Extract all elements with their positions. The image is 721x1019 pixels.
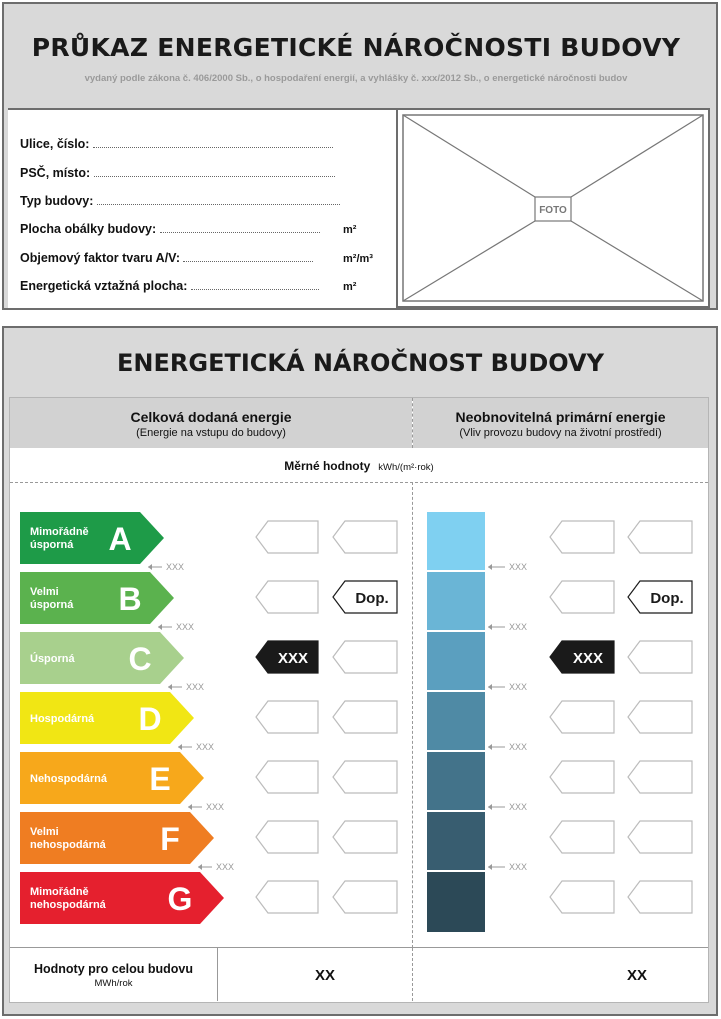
empty-tag: [628, 641, 692, 673]
col1-total-value: XX: [315, 967, 336, 984]
envelope-label: Plocha obálky budovy:: [20, 222, 157, 236]
boundary-arrowhead-icon: [158, 624, 162, 630]
empty-tag: [256, 821, 318, 853]
class-a-arrow: [20, 512, 164, 564]
boundary-arrowhead-icon: [488, 744, 492, 750]
specific-values-unit: kWh/(m²·rok): [378, 462, 434, 473]
current-rating-primary-label: XXX: [572, 650, 604, 667]
ref-area-unit: m²: [343, 281, 357, 293]
recommended-marker-primary-label: Dop.: [650, 590, 684, 607]
energy-performance-title: ENERGETICKÁ NÁROČNOST BUDOVY: [117, 349, 604, 377]
scale-block-f: [427, 812, 485, 872]
empty-tag: [550, 881, 614, 913]
class-b-label-2: úsporná: [30, 599, 74, 611]
empty-tag: [550, 581, 614, 613]
class-f-label: Velmi: [30, 826, 59, 838]
empty-tag: [256, 581, 318, 613]
col2-total-value: XX: [627, 967, 648, 984]
empty-tag: [628, 761, 692, 793]
class-a-label: Mimořádně: [30, 526, 89, 538]
boundary-label-e: XXX: [206, 802, 225, 812]
boundary-label-primary-a: XXX: [509, 562, 528, 572]
class-g-arrow: [20, 872, 224, 924]
col2-title: Neobnovitelná primární energie: [455, 409, 666, 425]
class-g-letter: G: [167, 881, 193, 917]
boundary-label-b: XXX: [176, 622, 195, 632]
class-f-arrow: [20, 812, 214, 864]
boundary-label-a: XXX: [166, 562, 185, 572]
boundary-arrowhead-icon: [488, 804, 492, 810]
boundary-arrowhead-icon: [488, 624, 492, 630]
scale-block-b: [427, 572, 485, 632]
boundary-label-primary-d: XXX: [509, 742, 528, 752]
empty-tag: [550, 701, 614, 733]
boundary-arrowhead-icon: [488, 564, 492, 570]
scale-block-d: [427, 692, 485, 752]
boundary-arrowhead-icon: [488, 684, 492, 690]
class-f-letter: F: [160, 821, 180, 857]
scale-block-c: [427, 632, 485, 692]
boundary-arrowhead-icon: [178, 744, 182, 750]
shape-unit: m²/m³: [343, 253, 373, 265]
scale-block-a: [427, 512, 485, 572]
boundary-label-primary-f: XXX: [509, 862, 528, 872]
class-a-letter: A: [108, 521, 132, 557]
boundary-arrowhead-icon: [168, 684, 172, 690]
empty-tag: [333, 521, 397, 553]
empty-tag: [333, 821, 397, 853]
empty-tag: [333, 701, 397, 733]
document-subtitle: vydaný podle zákona č. 406/2000 Sb., o hospodaření energií, a vyhlášky č. xxx/2012 Sb., o energetické náročnosti budov: [84, 73, 628, 84]
scale-block-e: [427, 752, 485, 812]
col2-subtitle: (Vliv provozu budovy na životní prostředí): [459, 427, 662, 439]
shape-label: Objemový faktor tvaru A/V:: [20, 251, 180, 265]
boundary-label-d: XXX: [196, 742, 215, 752]
col1-subtitle: (Energie na vstupu do budovy): [136, 427, 286, 439]
empty-tag: [550, 521, 614, 553]
class-g-label: Mimořádně: [30, 886, 89, 898]
class-g-label-2: nehospodárná: [30, 899, 106, 911]
empty-tag: [628, 521, 692, 553]
empty-tag: [333, 641, 397, 673]
class-b-label: Velmi: [30, 586, 59, 598]
class-b-letter: B: [118, 581, 142, 617]
scale-block-g: [427, 872, 485, 932]
empty-tag: [628, 881, 692, 913]
empty-tag: [550, 821, 614, 853]
envelope-unit: m²: [343, 224, 357, 236]
empty-tag: [628, 821, 692, 853]
boundary-arrowhead-icon: [148, 564, 152, 570]
empty-tag: [550, 761, 614, 793]
boundary-label-primary-b: XXX: [509, 622, 528, 632]
current-rating-label: XXX: [277, 650, 309, 667]
class-c-label: Úsporná: [30, 653, 75, 665]
class-e-letter: E: [149, 761, 171, 797]
recommended-marker-label: Dop.: [355, 590, 389, 607]
type-label: Typ budovy:: [20, 194, 94, 208]
document-title: PRŮKAZ ENERGETICKÉ NÁROČNOSTI BUDOVY: [31, 33, 681, 62]
zip-label: PSČ, místo:: [20, 166, 91, 180]
photo-label: FOTO: [539, 205, 567, 216]
ref-area-label: Energetická vztažná plocha:: [20, 279, 188, 293]
class-d-label: Hospodárná: [30, 713, 95, 725]
boundary-label-primary-e: XXX: [509, 802, 528, 812]
whole-building-label: Hodnoty pro celou budovu: [33, 962, 193, 976]
class-d-letter: D: [138, 701, 162, 737]
boundary-arrowhead-icon: [488, 864, 492, 870]
empty-tag: [256, 761, 318, 793]
boundary-arrowhead-icon: [188, 804, 192, 810]
empty-tag: [256, 521, 318, 553]
empty-tag: [628, 701, 692, 733]
whole-building-unit: MWh/rok: [94, 978, 133, 989]
class-b-arrow: [20, 572, 174, 624]
boundary-label-primary-c: XXX: [509, 682, 528, 692]
empty-tag: [333, 881, 397, 913]
whole-building-label-cell: [10, 948, 218, 1001]
col1-title: Celková dodaná energie: [130, 409, 292, 425]
class-e-label: Nehospodárná: [30, 773, 108, 785]
boundary-label-f: XXX: [216, 862, 235, 872]
class-c-letter: C: [128, 641, 152, 677]
empty-tag: [256, 881, 318, 913]
class-f-label-2: nehospodárná: [30, 839, 106, 851]
boundary-arrowhead-icon: [198, 864, 202, 870]
empty-tag: [333, 761, 397, 793]
empty-tag: [256, 701, 318, 733]
street-label: Ulice, číslo:: [20, 137, 90, 151]
specific-values-label: Měrné hodnoty: [284, 459, 371, 473]
class-a-label-2: úsporná: [30, 539, 74, 551]
boundary-label-c: XXX: [186, 682, 205, 692]
